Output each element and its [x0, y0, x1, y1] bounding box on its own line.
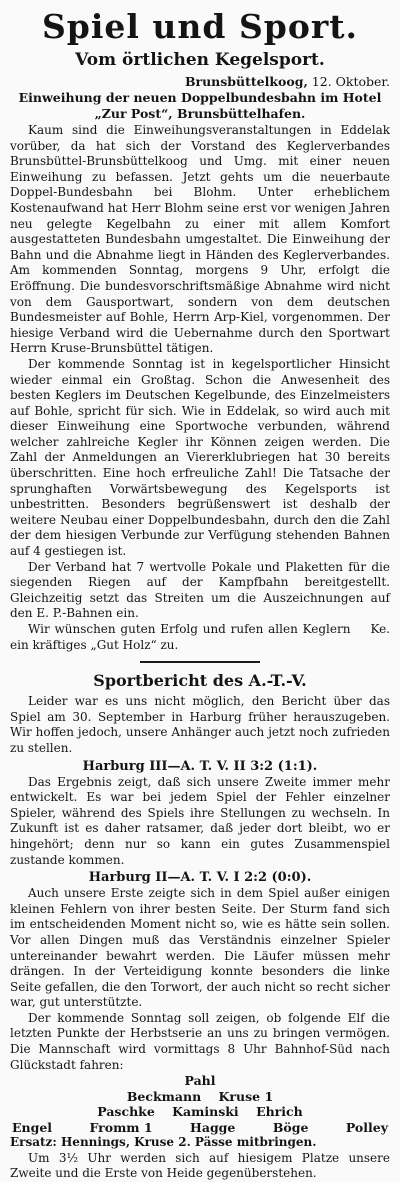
- headline-line-2: „Zur Post“, Brunsbüttelhafen.: [94, 105, 306, 121]
- section-title: Sportbericht des A.-T.-V.: [93, 671, 307, 691]
- closing-paragraph: Um 3½ Uhr werden sich auf hiesigem Platze unsere Zweite und die Erste von Heide gegenüberstehen.: [10, 1150, 390, 1181]
- headline-line-1: Einweihung der neuen Doppelbundesbahn im Hotel: [18, 90, 382, 105]
- author-signature: Ke.: [370, 622, 390, 636]
- team-lineup: [10, 1073, 390, 1135]
- lineup-forwards: [10, 1120, 390, 1136]
- outlook-paragraph: Der kommende Sonntag soll zeigen, ob folgende Elf die letzten Punkte der Herbstserie an uns zu bringen vermögen. Die Mannschaft wird vormittags 8 Uhr Bahnhof-Süd nach Glückstadt fahren:: [10, 1010, 390, 1072]
- lineup-midfield: Paschke Kaminski Ehrich: [97, 1104, 303, 1120]
- dateline-date: 12. Oktober.: [311, 74, 390, 89]
- kegelsport-article: [10, 50, 390, 653]
- dateline: [10, 74, 390, 90]
- closing-line: [10, 622, 390, 653]
- match-1-heading: Harburg III—A. T. V. II 3:2 (1:1).: [82, 758, 318, 774]
- substitutes-line: Ersatz: Hennings, Kruse 2. Pässe mitbringen.: [10, 1135, 317, 1150]
- paragraph-4: Wir wünschen guten Erfolg und rufen allen Keglern ein kräftiges „Gut Holz“ zu.: [10, 622, 351, 652]
- report-intro: Leider war es uns nicht möglich, den Bericht über das Spiel am 30. September in Harburg früher herauszugeben. Wir hoffen jedoch, unsere Anhänger auch jetzt noch zufrieden zu stellen.: [10, 694, 390, 755]
- dateline-place: Brunsbüttelkoog,: [184, 74, 308, 89]
- article-subtitle: Vom örtlichen Kegelsport.: [75, 50, 325, 70]
- article-headline: [10, 90, 390, 121]
- paragraph-3: Der Verband hat 7 wertvolle Pokale und Plaketten für die siegenden Riegen auf der Kampfbahn bereitgestellt. Gleichzeitig setzt das Streiten um die Auszeichnungen auf den E. P.-Bahnen ein.: [10, 559, 390, 621]
- lineup-defenders: Beckmann Kruse 1: [126, 1088, 274, 1104]
- lineup-goalkeeper: Pahl: [184, 1073, 216, 1089]
- section-divider: [140, 661, 260, 663]
- forward-5: Polley: [345, 1119, 388, 1135]
- match-2-report: Auch unsere Erste zeigte sich in dem Spiel außer einigen kleinen Fehlern von ihrer besten Seite. Der Sturm fand sich im entscheidenden Moment nicht so, wie es hätte sein sollen. Vor allen Dingen muß das Verständnis einzelner Spieler untereinander bewahrt werden. Die Läufer müssen mehr drängen. In der Verteidigung konnte besonders die linke Seite gefallen, die den Torwort, der auch nicht so recht sicher war, gut unterstützte.: [10, 886, 390, 1010]
- match-2-heading: Harburg II—A. T. V. I 2:2 (0:0).: [88, 870, 312, 886]
- match-1-report: Das Ergebnis zeigt, daß sich unsere Zweite immer mehr entwickelt. Es war bei jedem Spiel der Fehler einzelner Spieler, während des Spiels ihre Stellungen zu wechseln. In Zukunft ist es daher ratsamer, daß jeder dort bleibt, wo er hingehört; denn nur so kann ein gutes Zusammenspiel zustande kommen.: [10, 774, 390, 867]
- sportbericht-article: [10, 671, 390, 1182]
- forward-1: Engel: [12, 1119, 53, 1135]
- paragraph-2: Der kommende Sonntag ist in kegelsportlicher Hinsicht wieder einmal ein Großtag. Schon die Anwesenheit des besten Keglers im Deutschen Kegelbunde, des Einzelmeisters auf Bohle, spricht für sich. Wie in Eddelak, so wird auch mit dieser Einweihung eine Sportwoche verbunden, während welcher zahlreiche Kegler ihr Können zeigen werden. Die Zahl der Anmeldungen an Viererklubriegen hat 30 bereits überschritten. Eine hoch erfreuliche Zahl! Die Tatsache der sprunghaften Vorwärtsbewegung des Kegelsports ist unbestritten. Besonders begrüßenswert ist deshalb der weitere Neubau einer Doppelbundesbahn, durch den die Zahl der dem hiesigen Verbunde zur Verfügung stehenden Bahnen auf 4 gestiegen ist.: [10, 356, 390, 559]
- forward-2: Fromm 1: [89, 1119, 153, 1135]
- paragraph-1: Kaum sind die Einweihungsveranstaltungen in Eddelak vorüber, da hat sich der Vorstand des Keglerverbandes Brunsbüttel-Brunsbüttelkoog und Umg. mit einer neuen Einweihung zu befassen. Jetzt gehts um die neuerbaute Doppel-Bundesbahn bei Blohm. Unter erheblichem Kostenaufwand hat Herr Blohm seine erst vor wenigen Jahren neu gelegte Kegelbahn zu einer mit allem Komfort ausgestatteten Bundesbahn umgestaltet. Die Einweihung der Bahn und die Abnahme liegt in Händen des Keglerverbandes. Am kommenden Sonntag, morgens 9 Uhr, erfolgt die Eröffnung. Die bundesvorschriftsmäßige Abnahme wird nicht von dem Gausportwart, sondern von dem deutschen Bundesmeister auf Bohle, Herrn Arp-Kiel, vorgenommen. Der hiesige Verband wird die Uebernahme durch den Sportwart Herrn Kruse-Brunsbüttel tätigen.: [10, 123, 390, 356]
- forward-3: Hagge: [190, 1119, 236, 1135]
- page-title: Spiel und Sport.: [41, 7, 359, 46]
- forward-4: Böge: [272, 1119, 309, 1135]
